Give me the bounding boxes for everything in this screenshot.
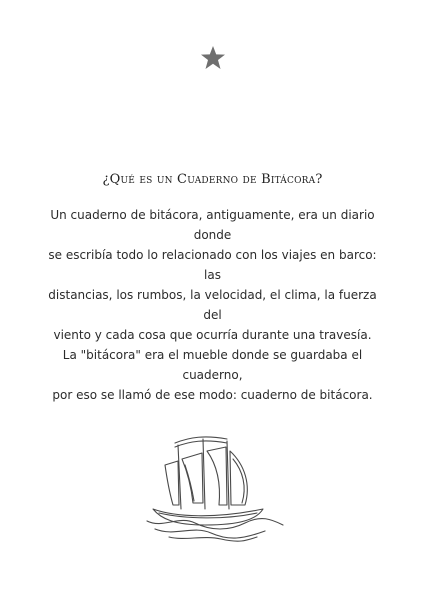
paragraph-line: distancias, los rumbos, la velocidad, el clima, la fuerza del (48, 288, 377, 322)
paragraph-line: viento y cada cosa que ocurría durante una travesía. (53, 328, 372, 342)
paragraph-line: se escribía todo lo relacionado con los viajes en barco: las (48, 248, 377, 282)
sailboat-icon (145, 425, 285, 543)
paragraph-line: Un cuaderno de bitácora, antiguamente, era un diario donde (50, 208, 375, 242)
paragraph-line: La "bitácora" era el mueble donde se guardaba el cuaderno, (62, 348, 363, 382)
body-paragraph (40, 205, 385, 405)
page-title: ¿Qué es un Cuaderno de Bitácora? (102, 172, 323, 187)
paragraph-line: por eso se llamó de ese modo: cuaderno de bitácora. (52, 388, 373, 402)
star-icon (200, 45, 226, 71)
